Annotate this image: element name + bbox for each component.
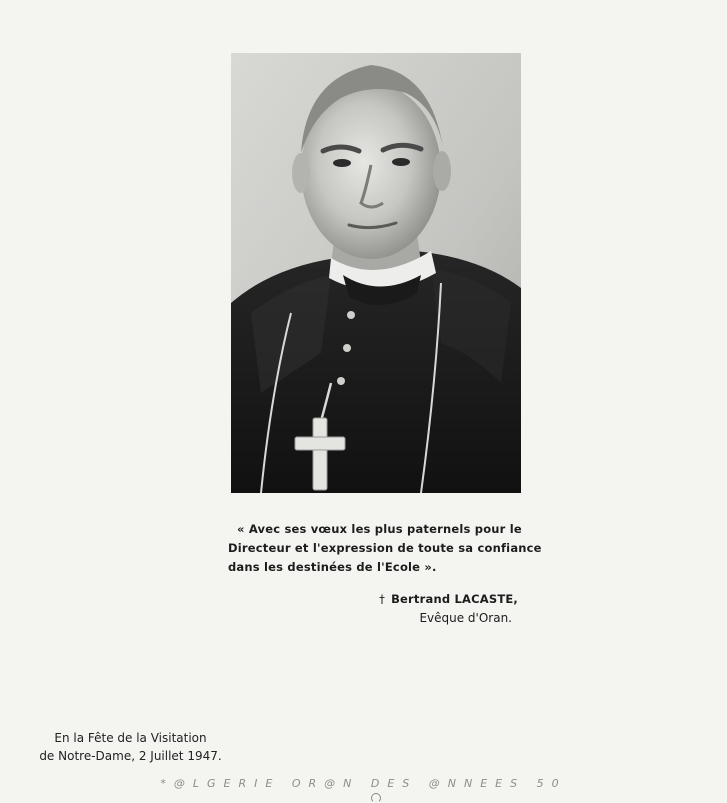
- dedication-line-1: « Avec ses vœux les plus paternels pour le: [237, 522, 522, 536]
- date-line-2: de Notre-Dame, 2 Juillet 1947.: [39, 749, 222, 763]
- dedication-text: [228, 520, 542, 577]
- signatory-title: Evêque d'Oran.: [419, 611, 512, 625]
- signature-block: [379, 590, 518, 628]
- cross-icon: †: [379, 592, 386, 606]
- portrait-photo: [231, 53, 521, 493]
- watermark-text: *@LGERIE OR@N DES @NNEES 50: [160, 777, 567, 790]
- dedication-line-3: dans les destinées de l'Ecole ».: [228, 560, 437, 574]
- page-mark: [371, 793, 381, 803]
- dedication-line-2: Directeur et l'expression de toute sa confiance: [228, 541, 542, 555]
- date-block: [28, 729, 233, 765]
- date-line-1: En la Fête de la Visitation: [54, 731, 207, 745]
- signatory-name-text: Bertrand LACASTE,: [391, 592, 518, 606]
- signatory-name: [379, 590, 518, 608]
